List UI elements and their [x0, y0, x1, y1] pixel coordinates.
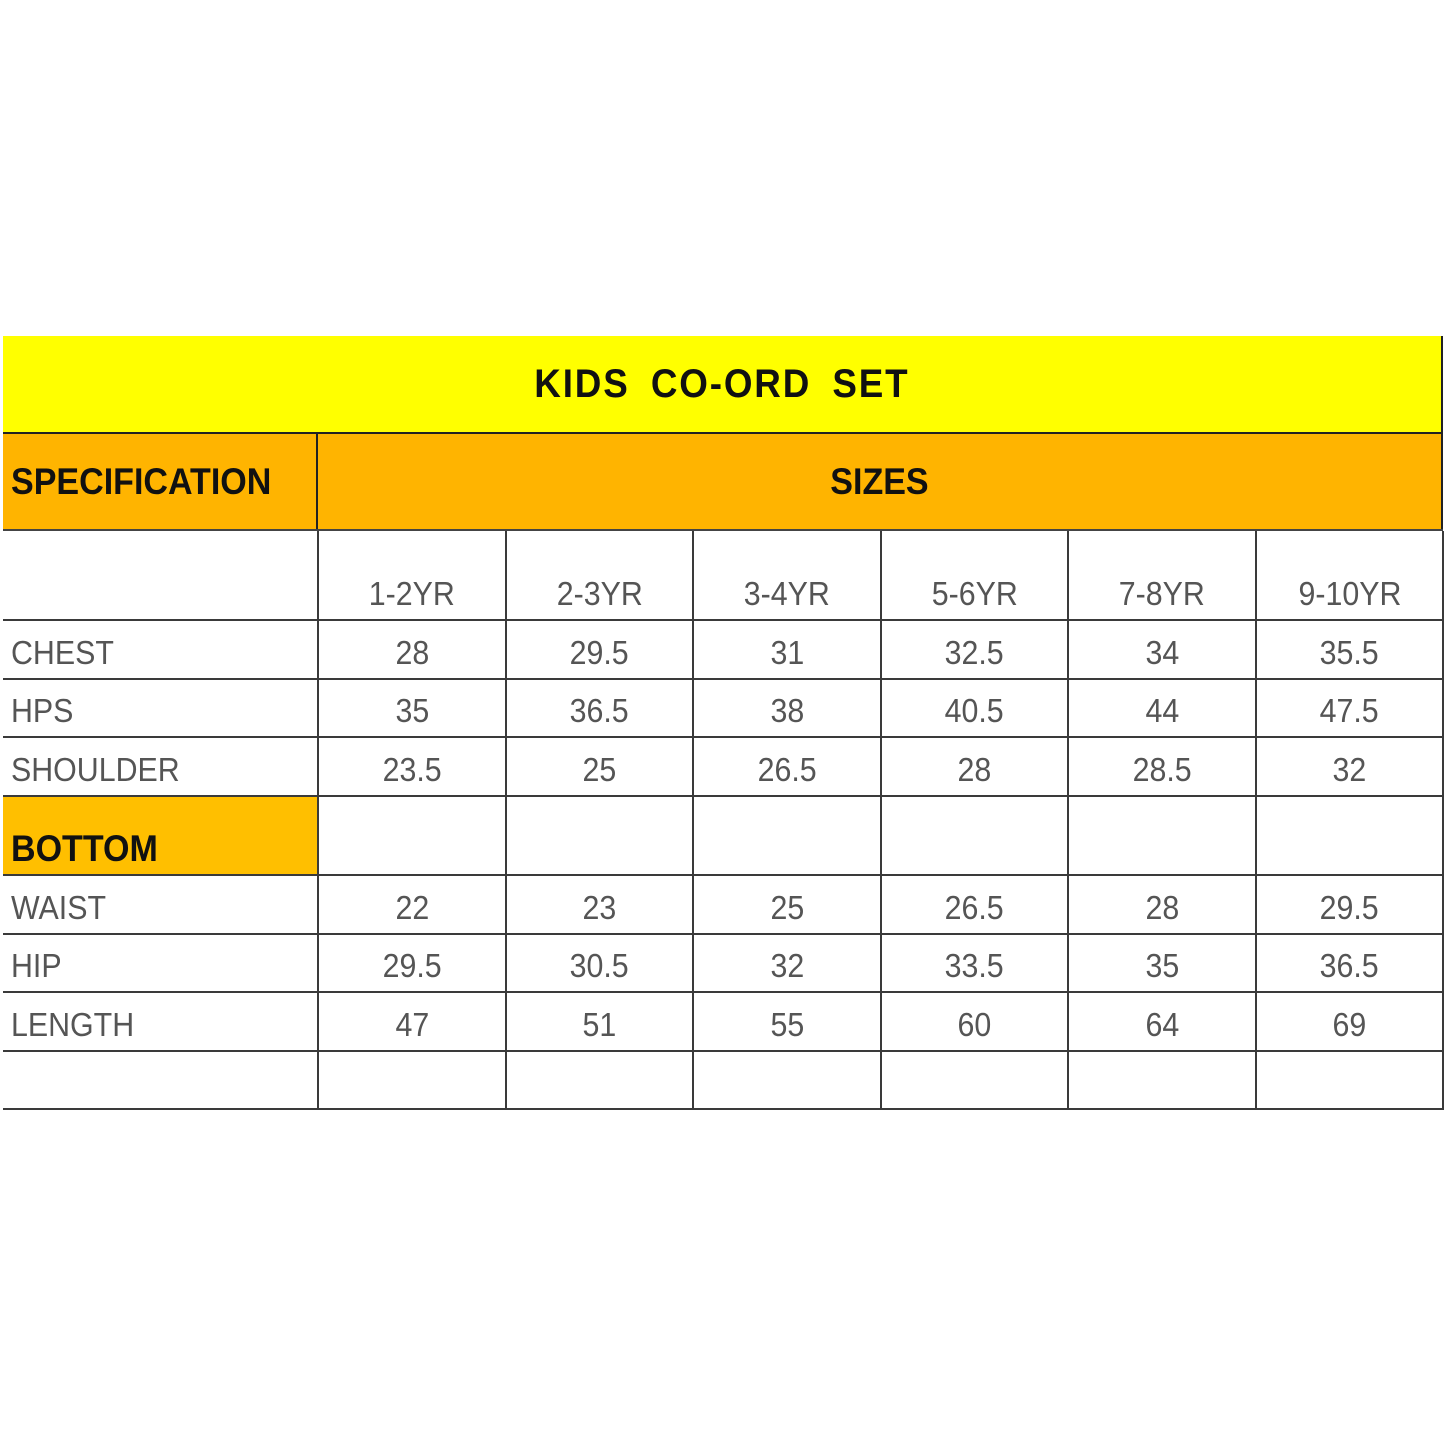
empty-cell [693, 796, 881, 875]
sizes-header [318, 434, 1443, 529]
table-cell: 44 [1068, 679, 1256, 737]
table-cell: 29.5 [506, 620, 693, 679]
empty-cell [318, 796, 506, 875]
table-cell: 35 [1068, 934, 1256, 992]
table-cell: 60 [881, 992, 1068, 1051]
empty-cell [318, 1051, 506, 1109]
table-cell: 47.5 [1256, 679, 1443, 737]
empty-cell [3, 1051, 318, 1109]
table-cell: 32.5 [881, 620, 1068, 679]
empty-cell [1068, 796, 1256, 875]
table-cell: 69 [1256, 992, 1443, 1051]
empty-cell [881, 1051, 1068, 1109]
empty-cell [1256, 1051, 1443, 1109]
row-label: CHEST [3, 620, 318, 679]
sizes-row [3, 531, 1443, 620]
empty-cell [3, 531, 318, 620]
size-header-cell: 2-3YR [506, 531, 693, 620]
size-header-cell: 5-6YR [881, 531, 1068, 620]
specification-header [3, 434, 318, 529]
row-label: WAIST [3, 875, 318, 934]
table-cell: 28.5 [1068, 737, 1256, 796]
table-cell: 22 [318, 875, 506, 934]
table-cell: 36.5 [506, 679, 693, 737]
table-cell: 47 [318, 992, 506, 1051]
table-cell: 51 [506, 992, 693, 1051]
table-cell: 55 [693, 992, 881, 1051]
empty-row [3, 1051, 1443, 1109]
table-cell: 23 [506, 875, 693, 934]
size-header-cell: 9-10YR [1256, 531, 1443, 620]
table-cell: 26.5 [693, 737, 881, 796]
table-cell: 29.5 [1256, 875, 1443, 934]
table-cell: 32 [693, 934, 881, 992]
size-header-cell: 7-8YR [1068, 531, 1256, 620]
empty-cell [881, 796, 1068, 875]
row-label: LENGTH [3, 992, 318, 1051]
table-cell: 35.5 [1256, 620, 1443, 679]
chart-title: KIDS CO-ORD SET [534, 361, 910, 406]
row-label: SHOULDER [3, 737, 318, 796]
table-cell: 36.5 [1256, 934, 1443, 992]
table-cell: 25 [693, 875, 881, 934]
empty-cell [506, 796, 693, 875]
table-cell: 28 [881, 737, 1068, 796]
table-cell: 28 [1068, 875, 1256, 934]
table-cell: 25 [506, 737, 693, 796]
table-cell: 23.5 [318, 737, 506, 796]
section-row-bottom [3, 796, 1443, 875]
table-row-chest [3, 620, 1443, 679]
table-cell: 32 [1256, 737, 1443, 796]
header-row [3, 432, 1443, 531]
table-row-hps [3, 679, 1443, 737]
title-banner [3, 336, 1443, 432]
table-row-hip [3, 934, 1443, 992]
table-cell: 28 [318, 620, 506, 679]
empty-cell [1256, 796, 1443, 875]
row-label: HIP [3, 934, 318, 992]
empty-cell [1068, 1051, 1256, 1109]
size-table [3, 531, 1444, 1110]
empty-cell [693, 1051, 881, 1109]
table-cell: 64 [1068, 992, 1256, 1051]
bottom-section-label: BOTTOM [3, 796, 318, 875]
table-cell: 35 [318, 679, 506, 737]
table-cell: 29.5 [318, 934, 506, 992]
table-row-length [3, 992, 1443, 1051]
size-header-cell: 1-2YR [318, 531, 506, 620]
empty-cell [506, 1051, 693, 1109]
table-cell: 34 [1068, 620, 1256, 679]
table-row-waist [3, 875, 1443, 934]
sizes-label: SIZES [830, 460, 929, 502]
table-cell: 26.5 [881, 875, 1068, 934]
table-row-shoulder [3, 737, 1443, 796]
row-label: HPS [3, 679, 318, 737]
specification-label: SPECIFICATION [11, 460, 272, 502]
table-cell: 40.5 [881, 679, 1068, 737]
table-cell: 30.5 [506, 934, 693, 992]
table-cell: 33.5 [881, 934, 1068, 992]
size-header-cell: 3-4YR [693, 531, 881, 620]
table-cell: 38 [693, 679, 881, 737]
table-cell: 31 [693, 620, 881, 679]
